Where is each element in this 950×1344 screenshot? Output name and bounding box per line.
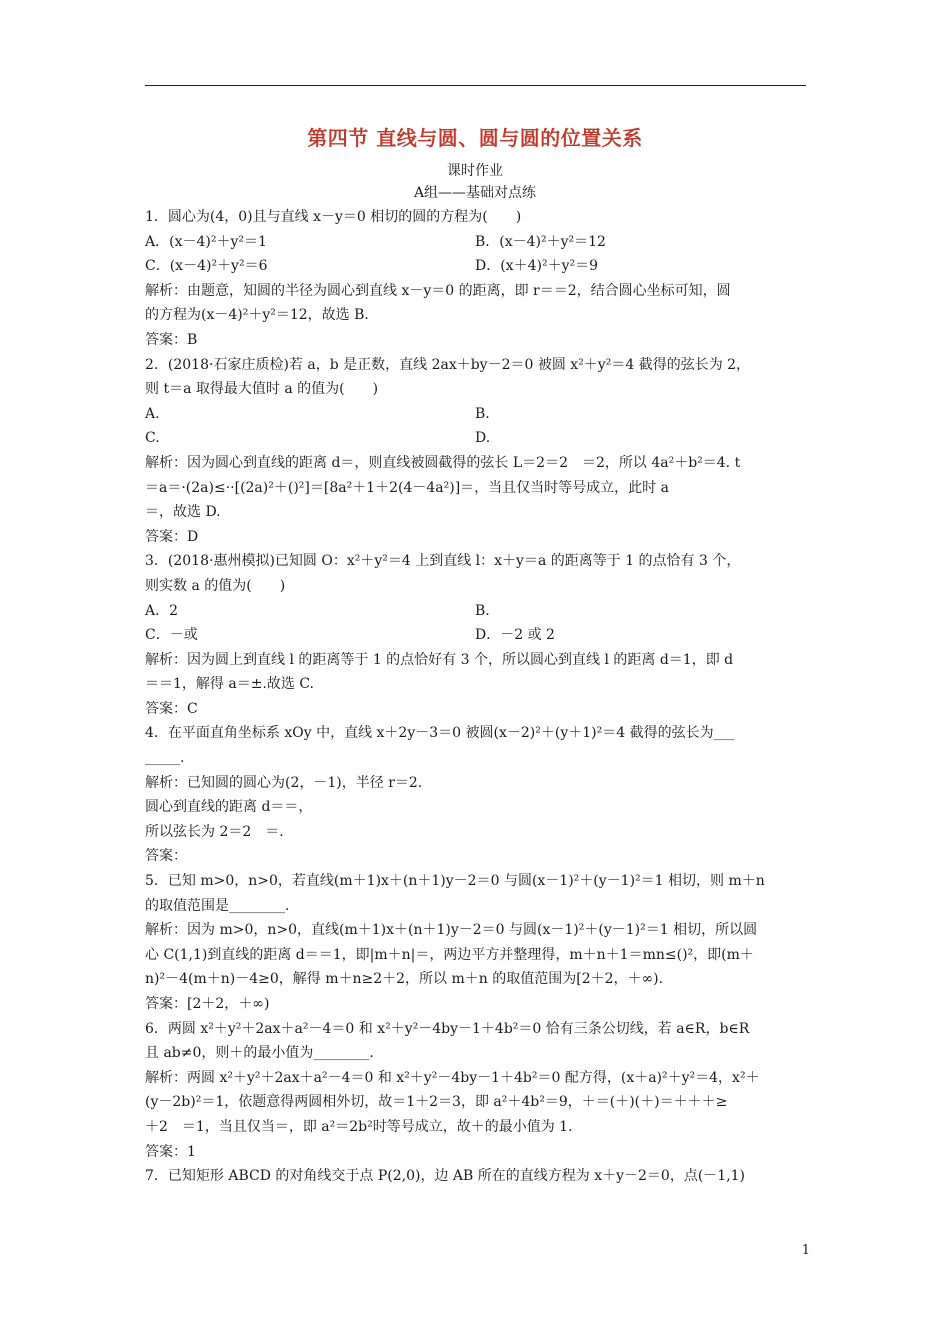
section-title: 第四节 直线与圆、圆与圆的位置关系 <box>307 126 643 150</box>
q1-option-b: B．(x－4)²＋y²＝12 <box>475 233 606 250</box>
q4-solution-line: 解析：已知圆的圆心为(2，－1)，半径 r＝2. <box>145 774 423 791</box>
q1-option-c: C．(x－4)²＋y²＝6 <box>145 258 268 275</box>
q5-answer: 答案：[2＋2，＋∞) <box>145 996 270 1012</box>
q2-stem-line: 2．(2018·石家庄质检)若 a，b 是正数，直线 2ax＋by－2＝0 被圆 x²＋y²＝4 截得的弦长为 2， <box>145 356 751 373</box>
q4-solution-line: 圆心到直线的距离 d＝＝， <box>145 799 313 816</box>
q2-solution-line: ＝，故选 D. <box>145 504 221 521</box>
q7-stem-line: 7．已知矩形 ABCD 的对角线交于点 P(2,0)，边 AB 所在的直线方程为 x＋y－2＝0，点(－1,1) <box>145 1168 746 1185</box>
q5-stem-line: 的取值范围是________. <box>145 897 290 914</box>
header-rule <box>145 85 806 86</box>
q3-options-row2 <box>145 623 808 648</box>
q3-options-row1 <box>145 599 808 624</box>
q5-solution-line: 解析：因为 m>0，n>0，直线(m＋1)x＋(n＋1)y－2＝0 与圆(x－1)²＋(y－1)²＝1 相切，所以圆 <box>145 922 758 939</box>
q2-solution-line: 解析：因为圆心到直线的距离 d＝，则直线被圆截得的弦长 L＝2＝2 ＝2，所以 4a²＋b²＝4. t <box>145 454 741 471</box>
q3-option-d: D．－2 或 2 <box>475 627 555 644</box>
q6-solution-line: (y－2b)²＝1，依题意得两圆相外切，故＝1＋2＝3，即 a²＋4b²＝9，＋＝(＋)(＋)＝＋＋＋≥ <box>145 1094 728 1111</box>
q3-answer: 答案：C <box>145 700 198 717</box>
q4-stem-line: 4．在平面直角坐标系 xOy 中，直线 x＋2y－3＝0 被圆(x－2)²＋(y＋1)²＝4 截得的弦长为___ <box>145 725 735 742</box>
q3-option-c: C．－或 <box>145 627 198 644</box>
q5-solution-line: n)²－4(m＋n)－4≥0，解得 m＋n≥2＋2，所以 m＋n 的取值范围为[2＋2，＋∞). <box>145 971 664 988</box>
q2-options-row2 <box>145 426 808 451</box>
q1-stem: 1．圆心为(4，0)且与直线 x－y＝0 相切的圆的方程为( ) <box>145 209 522 225</box>
q6-stem-line: 且 ab≠0，则＋的最小值为________. <box>145 1045 374 1062</box>
q3-solution-line: 解析：因为圆上到直线 l 的距离等于 1 的点恰好有 3 个，所以圆心到直线 l 的距离 d＝1，即 d <box>145 651 734 668</box>
q1-options-row2 <box>145 254 808 279</box>
q2-option-b: B. <box>475 405 490 422</box>
q4-stem-line: _____. <box>145 750 185 767</box>
q3-solution-line: ＝＝1，解得 a＝±.故选 C. <box>145 676 314 693</box>
q2-option-a: A. <box>145 405 160 422</box>
q2-answer: 答案：D <box>145 528 199 545</box>
q2-option-c: C. <box>145 430 160 447</box>
q4-solution-line: 所以弦长为 2＝2 ＝. <box>145 823 284 840</box>
q1-option-d: D．(x＋4)²＋y²＝9 <box>475 258 598 275</box>
page-number: 1 <box>801 1243 810 1258</box>
q3-option-a: A．2 <box>145 602 179 619</box>
q6-answer: 答案：1 <box>145 1143 196 1160</box>
q6-solution-line: 解析：两圆 x²＋y²＋2ax＋a²－4＝0 和 x²＋y²－4by－1＋4b²＝0 配方得，(x＋a)²＋y²＝4，x²＋ <box>145 1069 760 1086</box>
q2-solution-line: ＝a＝·(2a)≤··[(2a)²＋()²]＝[8a²＋1＋2(4－4a²)]＝，当且仅当时等号成立，此时 a <box>145 479 669 496</box>
q3-stem-line: 则实数 a 的值为( ) <box>145 577 286 594</box>
q4-answer: 答案： <box>145 848 187 865</box>
q2-stem-line: 则 t＝a 取得最大值时 a 的值为( ) <box>145 381 379 398</box>
q2-option-d: D. <box>475 430 491 447</box>
q3-stem-line: 3．(2018·惠州模拟)已知圆 O：x²＋y²＝4 上到直线 l：x＋y＝a 的距离等于 1 的点恰有 3 个， <box>145 553 741 570</box>
q3-option-b: B. <box>475 602 490 619</box>
group-heading: A组——基础对点练 <box>413 185 537 201</box>
q5-solution-line: 心 C(1,1)到直线的距离 d＝＝1，即|m＋n|＝，两边平方并整理得，m＋n＋1＝mn≤()²，即(m＋ <box>145 946 754 963</box>
q2-options-row1 <box>145 402 808 427</box>
q6-solution-line: ＋2 ＝1，当且仅当＝，即 a²＝2b²时等号成立，故＋的最小值为 1. <box>145 1118 573 1135</box>
document-body <box>145 205 808 1189</box>
q5-stem-line: 5．已知 m>0，n>0，若直线(m＋1)x＋(n＋1)y－2＝0 与圆(x－1)²＋(y－1)²＝1 相切，则 m＋n <box>145 873 765 890</box>
q1-options-row1 <box>145 230 808 255</box>
q6-stem-line: 6．两圆 x²＋y²＋2ax＋a²－4＝0 和 x²＋y²－4by－1＋4b²＝0 恰有三条公切线，若 a∈R，b∈R <box>145 1020 750 1037</box>
q1-solution-line: 解析：由题意，知圆的半径为圆心到直线 x－y＝0 的距离，即 r＝＝2，结合圆心坐标可知，圆 <box>145 282 731 299</box>
q1-option-a: A．(x－4)²＋y²＝1 <box>145 233 267 250</box>
q1-answer: 答案：B <box>145 331 198 348</box>
q1-solution-line: 的方程为(x－4)²＋y²＝12，故选 B. <box>145 307 369 324</box>
subtitle: 课时作业 <box>447 163 503 179</box>
